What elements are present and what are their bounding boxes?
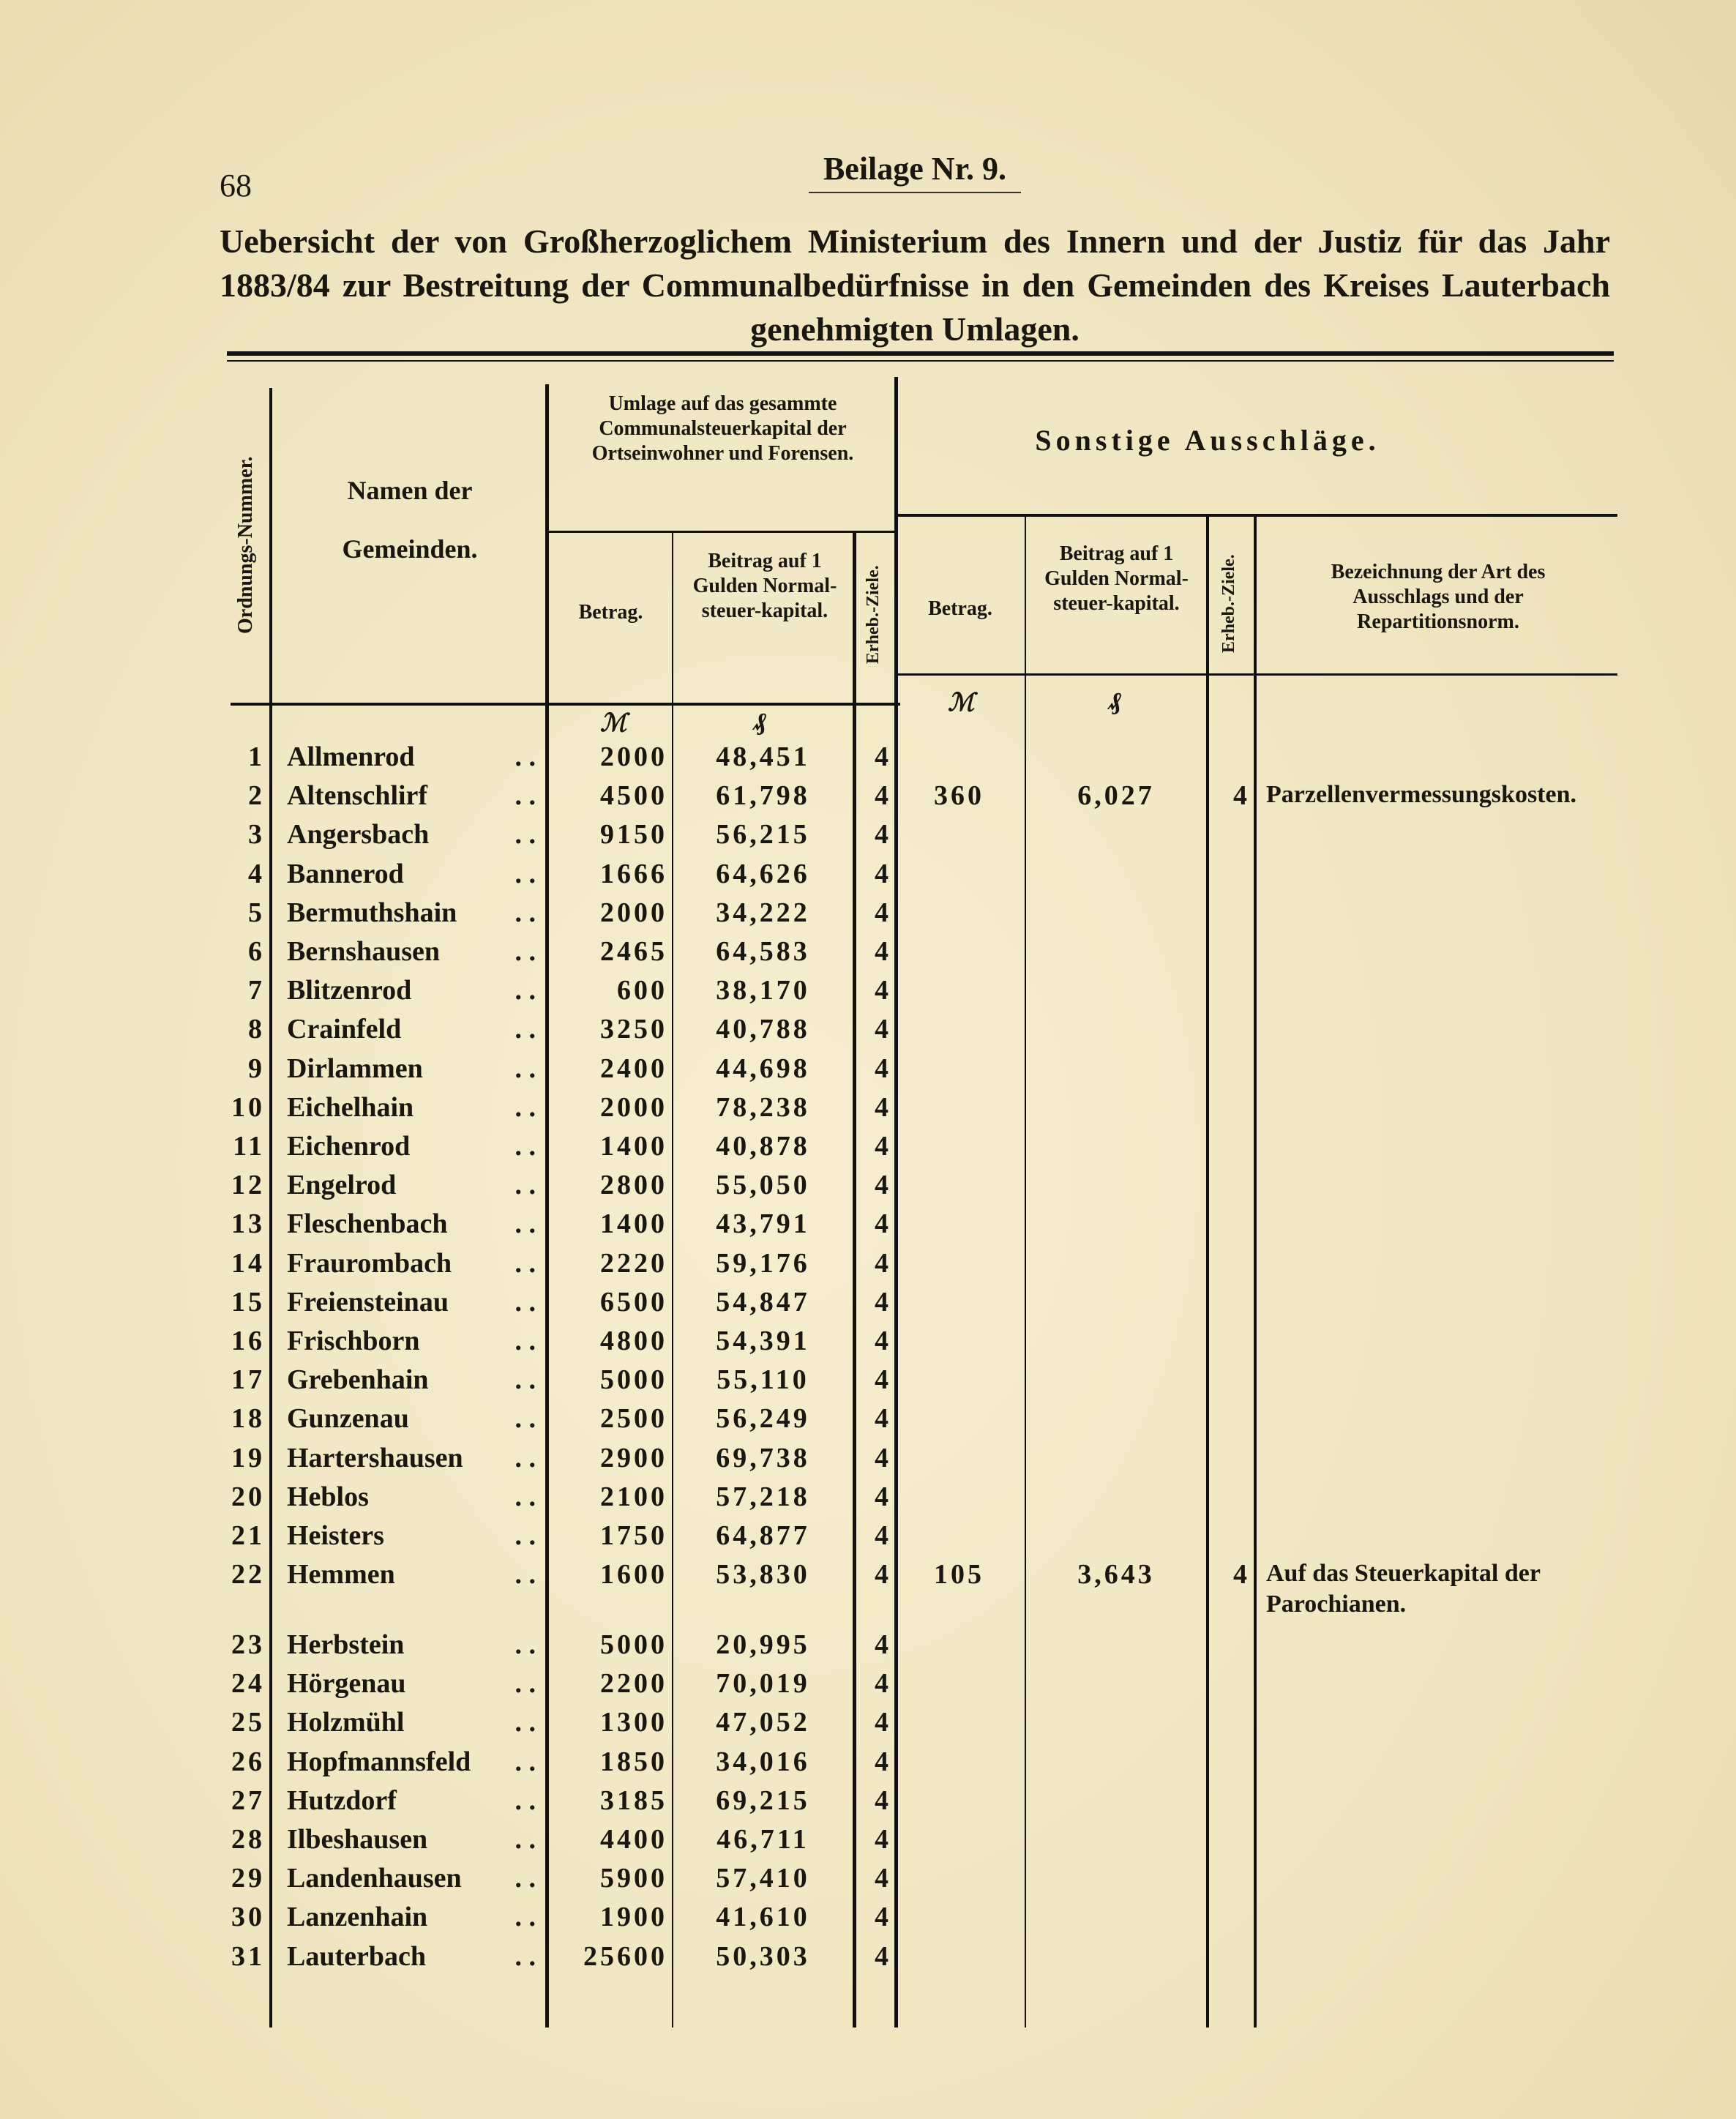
name-cell — [287, 1746, 536, 1778]
name-cell — [287, 1130, 536, 1162]
beitrag-value: 55,110 — [717, 1364, 809, 1396]
municipality-name: Hopfmannsfeld — [287, 1746, 471, 1777]
beitrag-value: 56,249 — [716, 1403, 810, 1435]
name-cell — [287, 1091, 536, 1124]
leader-dots: . . — [515, 1902, 536, 1933]
row-number: 27 — [231, 1784, 265, 1816]
row-number: 18 — [231, 1403, 265, 1435]
row-number: 7 — [248, 975, 265, 1006]
header-sonstige-beitrag: Beitrag auf 1 Gulden Normal-steuer-kapital. — [1044, 542, 1189, 615]
betrag-value: 5000 — [600, 1629, 667, 1660]
header-betrag: Betrag. — [578, 601, 643, 624]
betrag-value: 2200 — [600, 1668, 667, 1700]
betrag-value: 2220 — [600, 1247, 667, 1279]
row-number: 21 — [231, 1520, 265, 1551]
sonstige-betrag-value: 360 — [934, 780, 984, 812]
header-erheb-ziele: Erheb.-Ziele. — [864, 565, 883, 665]
beitrag-value: 47,052 — [716, 1707, 810, 1738]
municipality-name: Lanzenhain — [287, 1902, 428, 1933]
name-cell — [287, 897, 536, 929]
name-cell — [287, 1442, 536, 1474]
leader-dots: . . — [515, 1364, 536, 1396]
row-number: 29 — [231, 1863, 265, 1894]
betrag-value: 4500 — [600, 780, 667, 812]
beitrag-value: 56,215 — [716, 819, 810, 851]
sonstige-beitrag-value: 3,643 — [1077, 1559, 1155, 1591]
beitrag-value: 40,878 — [716, 1131, 810, 1162]
name-cell — [287, 1901, 536, 1933]
leader-dots: . . — [515, 1014, 536, 1045]
betrag-value: 2500 — [600, 1403, 667, 1435]
beitrag-value: 34,222 — [716, 897, 810, 928]
header-sonstige-erheb-ziele: Erheb.-Ziele. — [1219, 554, 1238, 654]
erheb-ziele-value: 4 — [875, 1286, 891, 1318]
name-cell — [287, 1286, 536, 1318]
row-number: 14 — [231, 1247, 265, 1279]
betrag-value: 2900 — [600, 1442, 667, 1473]
leader-dots: . . — [515, 1286, 536, 1318]
name-cell — [287, 1208, 536, 1240]
row-number: 3 — [248, 819, 265, 851]
erheb-ziele-value: 4 — [875, 1403, 891, 1435]
row-number: 20 — [231, 1481, 265, 1512]
erheb-ziele-value: 4 — [875, 1170, 891, 1201]
erheb-ziele-value: 4 — [875, 897, 891, 928]
municipality-name: Allmenrod — [287, 741, 415, 772]
leader-dots: . . — [515, 975, 536, 1006]
municipality-name: Hemmen — [287, 1559, 395, 1591]
header-namen: Namen der Gemeinden. — [342, 476, 478, 564]
beitrag-value: 50,303 — [716, 1940, 810, 1972]
row-number: 13 — [231, 1208, 265, 1240]
beitrag-value: 34,016 — [716, 1746, 810, 1777]
erheb-ziele-value: 4 — [875, 1053, 891, 1084]
betrag-value: 1400 — [600, 1208, 667, 1240]
row-number: 19 — [231, 1442, 265, 1473]
umlage-subheader-rule — [547, 531, 895, 533]
beitrag-value: 78,238 — [716, 1091, 810, 1123]
leader-dots: . . — [515, 1403, 536, 1435]
leader-dots: . . — [515, 1442, 536, 1473]
erheb-ziele-value: 4 — [875, 1481, 891, 1512]
municipality-name: Bermuthshain — [287, 897, 457, 928]
municipality-name: Heblos — [287, 1481, 369, 1512]
name-cell — [287, 1784, 536, 1817]
erheb-ziele-value: 4 — [875, 780, 891, 812]
page-number: 68 — [220, 168, 252, 203]
leader-dots: . . — [515, 1131, 536, 1162]
municipality-name: Freiensteinau — [287, 1286, 449, 1318]
betrag-value: 6500 — [600, 1286, 667, 1318]
municipality-name: Gunzenau — [287, 1403, 409, 1435]
column-divider — [853, 533, 856, 2028]
beitrag-value: 38,170 — [716, 975, 810, 1006]
leader-dots: . . — [515, 897, 536, 928]
beitrag-value: 20,995 — [716, 1629, 810, 1660]
row-number: 15 — [231, 1286, 265, 1318]
beitrag-value: 44,698 — [716, 1053, 810, 1084]
row-number: 6 — [248, 936, 265, 967]
sonstige-betrag-value: 105 — [934, 1559, 984, 1591]
name-cell — [287, 858, 536, 890]
name-cell — [287, 1940, 536, 1973]
leader-dots: . . — [515, 1629, 536, 1660]
header-umlage: Umlage auf das gesammte Communalsteuerkapital der Ortseinwohner und Forensen. — [591, 392, 854, 465]
betrag-value: 1300 — [600, 1707, 667, 1738]
municipality-name: Eichenrod — [287, 1131, 411, 1162]
row-number: 28 — [231, 1824, 265, 1855]
erheb-ziele-value: 4 — [875, 1091, 891, 1123]
erheb-ziele-value: 4 — [875, 1668, 891, 1700]
betrag-value: 3250 — [600, 1014, 667, 1045]
name-cell — [287, 935, 536, 968]
leader-dots: . . — [515, 1559, 536, 1591]
beitrag-value: 46,711 — [717, 1824, 809, 1855]
leader-dots: . . — [515, 936, 536, 967]
leader-dots: . . — [515, 1091, 536, 1123]
name-cell — [287, 1520, 536, 1552]
betrag-value: 600 — [617, 975, 667, 1006]
erheb-ziele-value: 4 — [875, 1707, 891, 1738]
row-number: 12 — [231, 1170, 265, 1201]
name-cell — [287, 1402, 536, 1435]
municipality-name: Fleschenbach — [287, 1208, 448, 1240]
beitrag-value: 41,610 — [716, 1902, 810, 1933]
betrag-value: 3185 — [600, 1784, 667, 1816]
erheb-ziele-value: 4 — [875, 1326, 891, 1356]
erheb-ziele-value: 4 — [875, 1940, 891, 1972]
column-divider — [545, 384, 549, 2028]
leader-dots: . . — [515, 1481, 536, 1512]
row-number: 23 — [231, 1629, 265, 1660]
erheb-ziele-value: 4 — [875, 858, 891, 889]
municipality-name: Hartershausen — [287, 1442, 463, 1473]
name-cell — [287, 818, 536, 851]
sonstige-erheb-ziele-value: 4 — [1233, 1559, 1250, 1591]
header-sonstige-betrag: Betrag. — [928, 597, 992, 620]
leader-dots: . . — [515, 741, 536, 772]
name-cell — [287, 1481, 536, 1513]
erheb-ziele-value: 4 — [875, 936, 891, 967]
betrag-value: 5900 — [600, 1863, 667, 1894]
column-divider — [1206, 517, 1209, 2028]
leader-dots: . . — [515, 819, 536, 851]
municipality-name: Ilbeshausen — [287, 1824, 428, 1855]
municipality-name: Bannerod — [287, 858, 404, 889]
beitrag-value: 53,830 — [716, 1559, 810, 1591]
beitrag-value: 54,847 — [716, 1286, 810, 1318]
erheb-ziele-value: 4 — [875, 1247, 891, 1279]
column-divider — [1254, 517, 1257, 2028]
header-beitrag: Beitrag auf 1 Gulden Normal-steuer-kapital. — [692, 550, 837, 622]
name-cell — [287, 1169, 536, 1201]
erheb-ziele-value: 4 — [875, 1014, 891, 1045]
municipality-name: Holzmühl — [287, 1707, 405, 1738]
name-cell — [287, 1706, 536, 1738]
beitrag-value: 61,798 — [716, 780, 810, 812]
sonstige-beitrag-value: 6,027 — [1077, 780, 1155, 812]
erheb-ziele-value: 4 — [875, 975, 891, 1006]
leader-dots: . . — [515, 1668, 536, 1700]
row-number: 4 — [248, 858, 265, 889]
name-cell — [287, 741, 536, 773]
beitrag-value: 64,626 — [716, 858, 810, 889]
betrag-value: 2800 — [600, 1170, 667, 1201]
betrag-value: 9150 — [600, 819, 667, 851]
row-number: 1 — [248, 741, 265, 772]
row-number: 9 — [248, 1053, 265, 1084]
column-divider — [269, 388, 272, 2028]
municipality-name: Altenschlirf — [287, 780, 428, 812]
row-number: 11 — [233, 1131, 265, 1162]
municipality-name: Fraurombach — [287, 1247, 452, 1279]
leader-dots: . . — [515, 1326, 536, 1356]
erheb-ziele-value: 4 — [875, 1824, 891, 1855]
beitrag-value: 69,215 — [716, 1784, 810, 1816]
top-rule — [227, 351, 1614, 356]
beitrag-value: 43,791 — [716, 1208, 810, 1240]
municipality-name: Eichelhain — [287, 1091, 414, 1123]
betrag-value: 2000 — [600, 897, 667, 928]
name-cell — [287, 1629, 536, 1661]
leader-dots: . . — [515, 1824, 536, 1855]
row-number: 24 — [231, 1668, 265, 1700]
betrag-value: 2000 — [600, 1091, 667, 1123]
betrag-value: 5000 — [600, 1364, 667, 1396]
beitrag-value: 48,451 — [716, 741, 810, 772]
leader-dots: . . — [515, 1208, 536, 1240]
name-cell — [287, 1862, 536, 1894]
name-cell — [287, 1823, 536, 1855]
leader-dots: . . — [515, 1520, 536, 1551]
top-rule-thin — [227, 360, 1614, 362]
leader-dots: . . — [515, 1940, 536, 1972]
municipality-name: Hutzdorf — [287, 1784, 397, 1816]
municipality-name: Herbstein — [287, 1629, 405, 1660]
municipality-name: Crainfeld — [287, 1014, 402, 1045]
leader-dots: . . — [515, 1746, 536, 1777]
erheb-ziele-value: 4 — [875, 1442, 891, 1473]
municipality-name: Landenhausen — [287, 1863, 462, 1894]
row-number: 22 — [231, 1559, 265, 1591]
beitrag-value: 55,050 — [716, 1170, 810, 1201]
name-cell — [287, 1667, 536, 1700]
betrag-value: 1900 — [600, 1902, 667, 1933]
erheb-ziele-value: 4 — [875, 741, 891, 772]
unit-mark: ℳ — [600, 710, 627, 737]
name-cell — [287, 1325, 536, 1357]
leader-dots: . . — [515, 1170, 536, 1201]
municipality-name: Frischborn — [287, 1326, 420, 1356]
erheb-ziele-value: 4 — [875, 1629, 891, 1660]
appendix-header: Beilage Nr. 9. — [823, 151, 1007, 187]
municipality-name: Bernshausen — [287, 936, 441, 967]
row-number: 17 — [231, 1364, 265, 1396]
sonstige-bezeichnung: Parzellenvermessungskosten. — [1266, 781, 1577, 809]
municipality-name: Engelrod — [287, 1170, 397, 1201]
beitrag-value: 57,218 — [716, 1481, 810, 1512]
name-cell — [287, 974, 536, 1006]
row-number: 16 — [231, 1326, 265, 1356]
erheb-ziele-value: 4 — [875, 1902, 891, 1933]
row-number: 30 — [231, 1902, 265, 1933]
column-divider — [1025, 517, 1026, 2028]
municipality-name: Blitzenrod — [287, 975, 412, 1006]
betrag-value: 1666 — [600, 858, 667, 889]
name-cell — [287, 1247, 536, 1279]
header-underline — [809, 192, 1021, 193]
betrag-value: 2465 — [600, 936, 667, 967]
beitrag-value: 70,019 — [716, 1668, 810, 1700]
row-number: 8 — [248, 1014, 265, 1045]
row-number: 31 — [231, 1940, 265, 1972]
erheb-ziele-value: 4 — [875, 1863, 891, 1894]
leader-dots: . . — [515, 1247, 536, 1279]
row-number: 2 — [248, 780, 265, 812]
betrag-value: 2400 — [600, 1053, 667, 1084]
beitrag-value: 57,410 — [716, 1863, 810, 1894]
leader-dots: . . — [515, 1784, 536, 1816]
sonstige-bezeichnung: Auf das Steuerkapital der Parochianen. — [1266, 1560, 1541, 1618]
erheb-ziele-value: 4 — [875, 1746, 891, 1777]
header-bottom-rule — [231, 703, 900, 706]
leader-dots: . . — [515, 1053, 536, 1084]
erheb-ziele-value: 4 — [875, 819, 891, 851]
erheb-ziele-value: 4 — [875, 1208, 891, 1240]
municipality-name: Grebenhain — [287, 1364, 429, 1396]
leader-dots: . . — [515, 1707, 536, 1738]
leader-dots: . . — [515, 780, 536, 812]
row-number: 5 — [248, 897, 265, 928]
document-title: Uebersicht der von Großherzoglichem Ministerium des Innern und der Justiz für das Jahr 1883/84 zur Bestreitung der Communalbedürfnisse in den Gemeinden des Kreises Lauterbach genehmigten Umlagen. — [220, 223, 1610, 348]
unit-pfennig-sonstige: ₰ — [1109, 688, 1121, 715]
name-cell — [287, 1053, 536, 1085]
betrag-value: 2000 — [600, 741, 667, 772]
erheb-ziele-value: 4 — [875, 1559, 891, 1591]
row-number: 25 — [231, 1707, 265, 1738]
betrag-value: 1750 — [600, 1520, 667, 1551]
betrag-value: 1600 — [600, 1559, 667, 1591]
header-sonstige: Sonstige Ausschläge. — [1035, 424, 1380, 457]
header-ordnungs-nummer: Ordnungs-Nummer. — [234, 456, 257, 635]
beitrag-value: 59,176 — [716, 1247, 810, 1279]
name-cell — [287, 1364, 536, 1396]
beitrag-value: 40,788 — [716, 1014, 810, 1045]
name-cell — [287, 780, 536, 812]
column-divider — [672, 533, 673, 2028]
betrag-value: 1850 — [600, 1746, 667, 1777]
name-cell — [287, 1013, 536, 1045]
row-number: 26 — [231, 1746, 265, 1777]
erheb-ziele-value: 4 — [875, 1784, 891, 1816]
leader-dots: . . — [515, 1863, 536, 1894]
leader-dots: . . — [515, 858, 536, 889]
betrag-value: 25600 — [583, 1940, 667, 1972]
erheb-ziele-value: 4 — [875, 1131, 891, 1162]
unit-mark-sonstige: ℳ — [948, 689, 975, 717]
municipality-name: Angersbach — [287, 819, 430, 851]
betrag-value: 4400 — [600, 1824, 667, 1855]
municipality-name: Dirlammen — [287, 1053, 423, 1084]
municipality-name: Lauterbach — [287, 1940, 426, 1972]
beitrag-value: 64,877 — [716, 1520, 810, 1551]
beitrag-value: 64,583 — [716, 936, 810, 967]
beitrag-value: 69,738 — [716, 1442, 810, 1473]
unit-pfennig: ₰ — [754, 709, 766, 736]
betrag-value: 4800 — [600, 1326, 667, 1356]
betrag-value: 1400 — [600, 1131, 667, 1162]
column-divider — [894, 377, 898, 2028]
municipality-name: Hörgenau — [287, 1668, 406, 1700]
betrag-value: 2100 — [600, 1481, 667, 1512]
erheb-ziele-value: 4 — [875, 1364, 891, 1396]
beitrag-value: 54,391 — [716, 1326, 810, 1356]
row-number: 10 — [231, 1091, 265, 1123]
erheb-ziele-value: 4 — [875, 1520, 891, 1551]
name-cell — [287, 1558, 536, 1591]
header-bezeichnung: Bezeichnung der Art des Ausschlags und der Repartitionsnorm. — [1331, 561, 1546, 633]
sonstige-erheb-ziele-value: 4 — [1233, 780, 1250, 812]
municipality-name: Heisters — [287, 1520, 384, 1551]
